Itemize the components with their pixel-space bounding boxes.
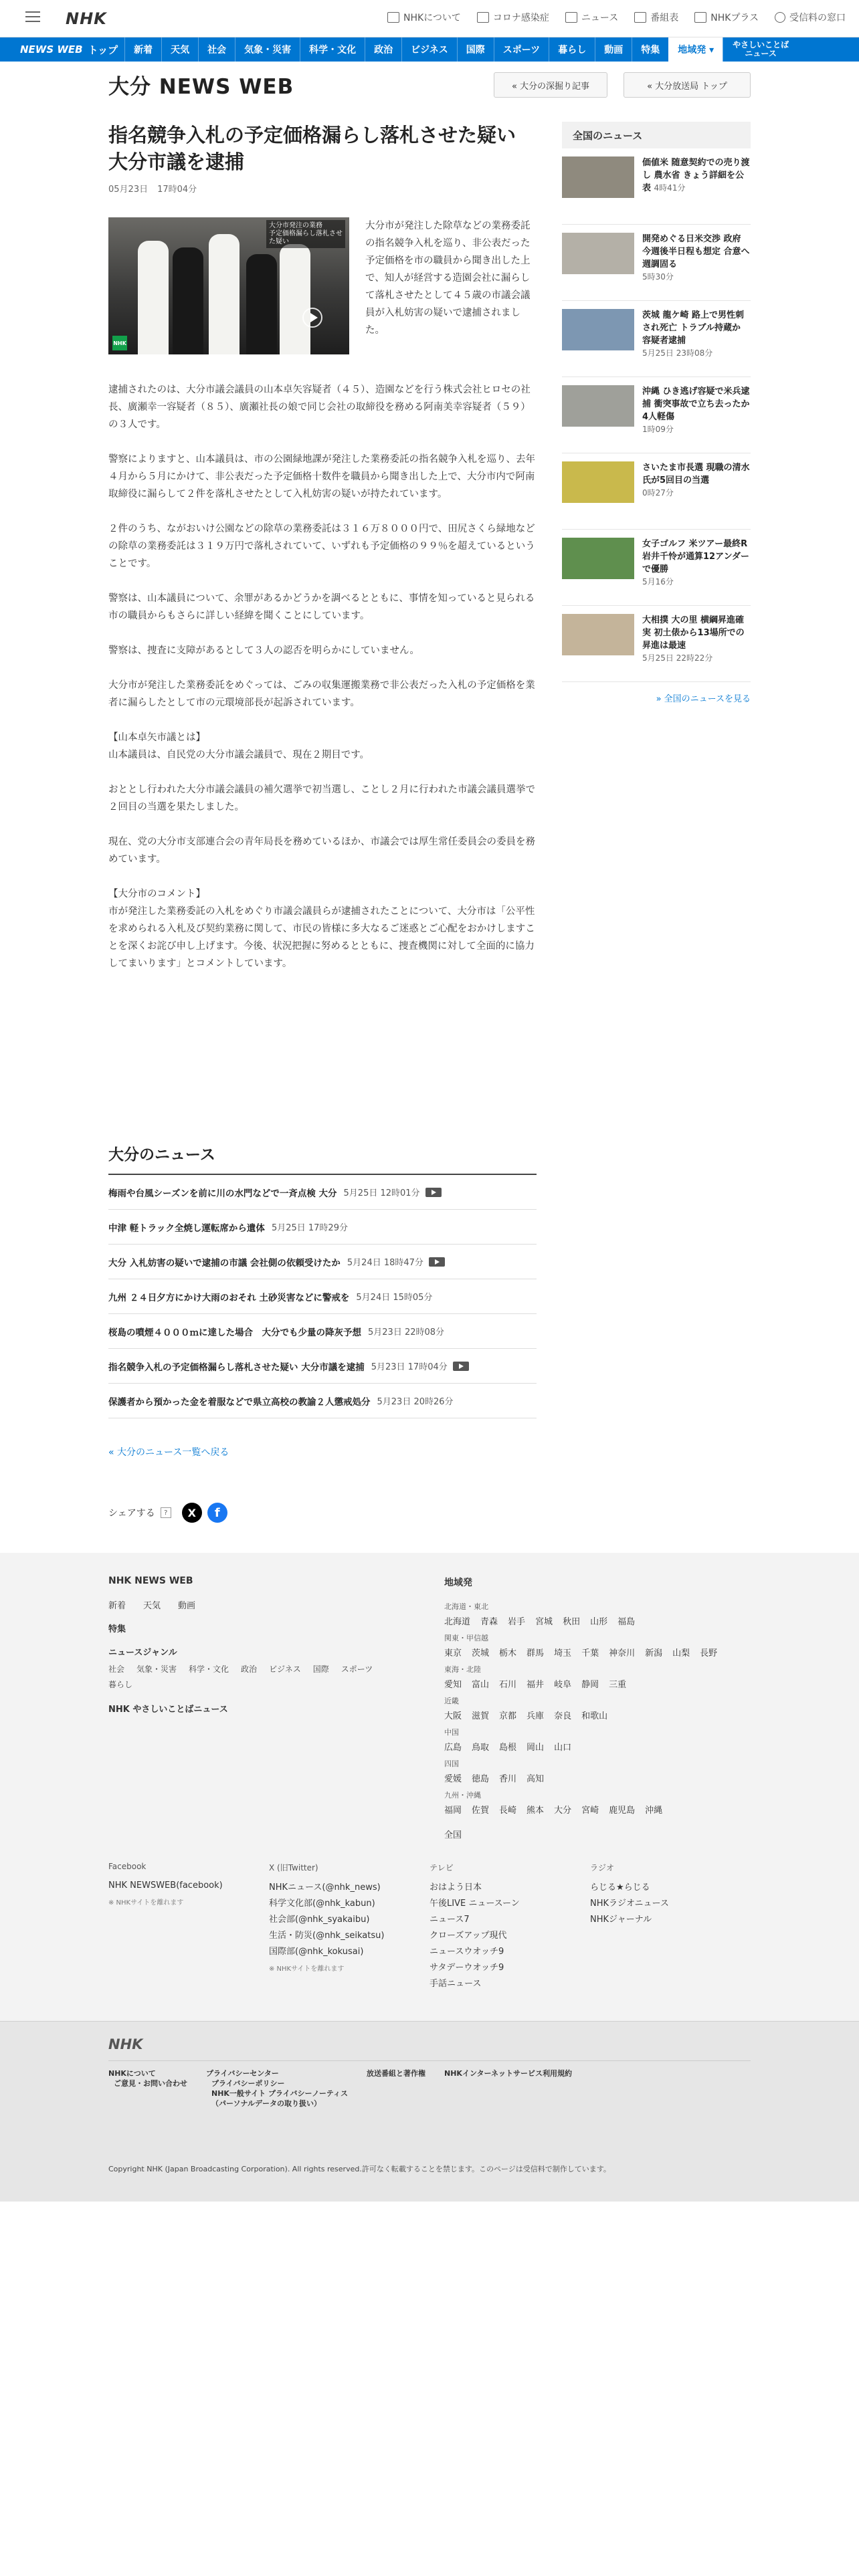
national-news-sidebar: [562, 122, 751, 704]
local-news-item[interactable]: 指名競争入札の予定価格漏らし落札させた疑い 大分市議を逮捕 5月23日 17時04分: [108, 1349, 537, 1384]
local-news-item[interactable]: 梅雨や台風シーズンを前に川の水門などで一斉点検 大分 5月25日 12時01分: [108, 1175, 537, 1210]
info-icon: [387, 12, 399, 23]
utility-link-schedule[interactable]: 番組表: [634, 11, 678, 24]
region-link[interactable]: 北海道: [444, 1617, 471, 1627]
region-link[interactable]: 三重: [609, 1680, 627, 1690]
region-link[interactable]: 奈良: [554, 1711, 572, 1721]
thumb-figure: [173, 247, 203, 354]
national-news-more-link[interactable]: » 全国のニュースを見る: [656, 694, 751, 704]
sidebar-news-title: 女子ゴルフ 米ツアー最終R 岩井千怜が通算12アンダーで優勝: [642, 539, 750, 574]
tv-link[interactable]: おはよう日本: [430, 1883, 482, 1893]
share-bar: [108, 1503, 537, 1523]
utility-link-plus[interactable]: NHKプラス: [694, 11, 759, 24]
tv-link[interactable]: クローズアップ現代: [430, 1931, 507, 1941]
sidebar-news-title: 価値米 随意契約での売り渡し 農水省 きょう詳細を公表: [642, 158, 750, 193]
article-paragraph: 現在、党の大分市支部連合会の青年局長を務めているほか、市議会では厚生常任委員会の委員を務めています。: [108, 837, 535, 865]
region-link[interactable]: 茨城: [472, 1648, 490, 1658]
footer-bottom-link[interactable]: NHKについて: [108, 2069, 156, 2078]
region-link[interactable]: 岡山: [527, 1743, 545, 1753]
footer-bottom-link[interactable]: プライバシーポリシー: [211, 2079, 285, 2088]
local-news-back-link[interactable]: « 大分のニュース一覧へ戻る: [108, 1447, 229, 1458]
station-header: [108, 70, 751, 104]
sidebar-news-title: 大相撲 大の里 横綱昇進確実 初土俵から13場所での昇進は最速: [642, 615, 745, 651]
sidebar-news-date: 1時09分: [642, 425, 674, 434]
region-link[interactable]: 長野: [700, 1648, 718, 1658]
region-link[interactable]: 青森: [480, 1617, 498, 1627]
radio-link[interactable]: らじる★らじる: [590, 1883, 650, 1893]
main-nav: [0, 37, 859, 62]
article-date: 05月23日: [108, 185, 149, 195]
region-link[interactable]: 大分: [554, 1806, 572, 1816]
social-link[interactable]: NHKニュース(@nhk_news): [269, 1883, 381, 1893]
footer-link[interactable]: 天気: [143, 1601, 161, 1611]
social-link[interactable]: 科学文化部(@nhk_kabun): [269, 1899, 375, 1909]
nav-easy-news[interactable]: やさしいことば ニュース: [723, 37, 798, 62]
region-link[interactable]: 兵庫: [527, 1711, 545, 1721]
article-paragraph: ２件のうち、ながおいけ公園などの除草の業務委託は３１６万８０００円で、田尻さくら緑地などの除草の業務委託は３１９万円で落札されていて、いずれも予定価格の９９％を超えているということです。: [108, 524, 535, 569]
thumb-figure: [138, 241, 169, 354]
tv-link[interactable]: ニュースウオッチ9: [430, 1947, 504, 1957]
region-link[interactable]: 岩手: [508, 1617, 526, 1627]
article: [108, 122, 537, 990]
article-body: [108, 381, 537, 972]
local-news-item[interactable]: 中津 軽トラック全焼し運転席から遺体 5月25日 17時29分: [108, 1210, 537, 1245]
nav-item-weather[interactable]: 天気: [161, 37, 198, 62]
footer-news-links: [108, 1576, 396, 1725]
region-link[interactable]: 石川: [499, 1680, 517, 1690]
top-bar: [0, 0, 859, 37]
radio-link[interactable]: NHKラジオニュース: [590, 1899, 669, 1909]
news-thumbnail: [562, 233, 634, 274]
article-paragraph: 警察は、捜査に支障があるとして３人の認否を明らかにしていません。: [108, 645, 419, 656]
news-thumbnail: [562, 309, 634, 350]
footer-bottom-link[interactable]: ご意見・お問い合わせ: [114, 2079, 187, 2088]
region-link[interactable]: 鳥取: [472, 1743, 490, 1753]
nav-item-science[interactable]: 科学・文化: [300, 37, 365, 62]
radio-link[interactable]: NHKジャーナル: [590, 1915, 652, 1925]
nav-brand[interactable]: NEWS WEB トップ: [20, 43, 118, 56]
article-paragraph: おととし行われた大分市議会議員の補欠選挙で初当選し、ことし２月に行われた市議会議員選挙で２回目の当選を果たしました。: [108, 784, 535, 813]
region-link[interactable]: 宮城: [535, 1617, 553, 1627]
station-top-button[interactable]: « 大分放送局 トップ: [624, 72, 751, 98]
region-link-all[interactable]: 全国: [444, 1830, 462, 1840]
footer-link[interactable]: 動画: [178, 1601, 196, 1611]
utility-link-covid[interactable]: コロナ感染症: [477, 11, 549, 24]
region-link[interactable]: 福岡: [444, 1806, 462, 1816]
video-icon: [453, 1362, 469, 1371]
region-link[interactable]: 富山: [472, 1680, 490, 1690]
region-link[interactable]: 秋田: [563, 1617, 581, 1627]
footer-bottom-link[interactable]: プライバシーセンター: [206, 2069, 279, 2078]
fee-icon: [775, 12, 785, 23]
article-meta: [108, 182, 537, 195]
video-icon: [425, 1188, 442, 1197]
region-link[interactable]: 新潟: [645, 1648, 663, 1658]
local-news-item[interactable]: 桜島の噴煙４０００ｍに達した場合 大分でも少量の降灰予想 5月23日 22時08分: [108, 1314, 537, 1349]
sidebar-news-date: 4時41分: [654, 183, 686, 193]
sidebar-news-item[interactable]: [562, 148, 751, 225]
news-thumbnail: [562, 538, 634, 579]
nav-item-video[interactable]: 動画: [595, 37, 632, 62]
footer-bottom-link: （パーソナルデータの取り扱い）: [211, 2099, 322, 2108]
region-link[interactable]: 大阪: [444, 1711, 462, 1721]
article-paragraph: 【山本卓矢市議とは】 山本議員は、自民党の大分市議会議員で、現在２期目です。: [108, 732, 370, 760]
region-link[interactable]: 京都: [499, 1711, 517, 1721]
nav-item-sports[interactable]: スポーツ: [494, 37, 549, 62]
region-link[interactable]: 愛媛: [444, 1774, 462, 1784]
x-share-icon[interactable]: X: [182, 1503, 202, 1523]
footer-region-head: 地域発: [444, 1578, 472, 1588]
region-link[interactable]: 山梨: [672, 1648, 690, 1658]
local-news-item[interactable]: 大分 入札妨害の疑いで逮捕の市議 会社側の依頼受けたか 5月24日 18時47分: [108, 1245, 537, 1279]
footer-nhk-logo[interactable]: NHK: [108, 2036, 143, 2052]
sidebar-news-title: 開発めぐる日米交渉 政府 今週後半日程も想定 合意へ週調固る: [642, 234, 750, 270]
local-news-title: 大分のニュース: [108, 1142, 537, 1175]
nhk-watermark: NHK: [112, 336, 127, 350]
social-link[interactable]: NHK NEWSWEB(facebook): [108, 1881, 223, 1891]
deep-dive-button[interactable]: « 大分の深掘り記事: [494, 72, 607, 98]
region-link[interactable]: 佐賀: [472, 1806, 490, 1816]
schedule-icon: [634, 12, 646, 23]
region-link[interactable]: 香川: [499, 1774, 517, 1784]
thumb-figure: [280, 244, 310, 354]
region-link[interactable]: 神奈川: [609, 1648, 636, 1658]
footer-bottom: [0, 2021, 859, 2202]
article-time: 17時04分: [157, 185, 197, 195]
copyright: Copyright NHK (Japan Broadcasting Corporation). All rights reserved.許可なく転載することを禁じます。このページは受信料で制作しています。: [108, 2165, 611, 2173]
divider: [108, 2060, 751, 2061]
footer-genre-link[interactable]: ビジネス: [269, 1665, 301, 1674]
footer-brand[interactable]: NHK NEWS WEB: [108, 1576, 193, 1586]
region-link[interactable]: 静岡: [581, 1680, 599, 1690]
video-icon: [429, 1257, 445, 1267]
lead-text: 大分市が発注した除草などの業務委託の指名競争入札を巡り、非公表だった予定価格を市の職員から聞き出した上で、知人が経営する造園会社に漏らして落札させたとして４５歳の市議会議員が入札妨害の疑いで逮捕されました。: [365, 221, 531, 336]
thumb-figure: [246, 254, 277, 354]
region-link[interactable]: 島根: [499, 1743, 517, 1753]
region-link[interactable]: 沖縄: [645, 1806, 663, 1816]
nav-item-regional[interactable]: 地域発 ▾: [668, 37, 723, 62]
region-link[interactable]: 徳島: [472, 1774, 490, 1784]
sidebar-news-item[interactable]: [562, 301, 751, 377]
footer-bottom-link[interactable]: NHKインターネットサービス利用規約: [444, 2069, 572, 2078]
footer-genre-head: ニュースジャンル: [108, 1648, 177, 1658]
news-thumbnail: [562, 385, 634, 427]
region-link[interactable]: 山形: [590, 1617, 608, 1627]
virus-icon: [477, 12, 489, 23]
nav-item-new[interactable]: 新着: [124, 37, 161, 62]
footer-genre-link[interactable]: 科学・文化: [189, 1665, 229, 1674]
region-link[interactable]: 愛知: [444, 1680, 462, 1690]
footer-genre-link[interactable]: 暮らし: [108, 1680, 133, 1689]
nav-item-society[interactable]: 社会: [198, 37, 235, 62]
utility-link-fee[interactable]: 受信料の窓口: [775, 11, 846, 24]
region-link[interactable]: 熊本: [527, 1806, 545, 1816]
play-icon[interactable]: [302, 308, 322, 328]
news-thumbnail: [562, 461, 634, 503]
region-link[interactable]: 広島: [444, 1743, 462, 1753]
footer-genre-link[interactable]: 国際: [312, 1665, 329, 1674]
region-link[interactable]: 群馬: [527, 1648, 545, 1658]
play-icon: [694, 12, 706, 23]
nav-item-politics[interactable]: 政治: [365, 37, 401, 62]
local-news-item[interactable]: 九州 ２４日夕方にかけ大雨のおそれ 土砂災害などに警戒を 5月24日 15時05分: [108, 1279, 537, 1314]
news-thumbnail: [562, 614, 634, 655]
social-link[interactable]: 生活・防災(@nhk_seikatsu): [269, 1931, 385, 1941]
article-paragraph: 警察によりますと、山本議員は、市の公園緑地課が発注した業務委託の指名競争入札を巡り、去年４月から５月にかけて、非公表だった予定価格十数件を職員から聞き出した上で、大分市内で阿南取締役に漏らして２件を落札させたとして入札妨害の疑いが持たれています。: [108, 454, 535, 500]
local-news-section: [108, 1142, 537, 1523]
footer-regions: 地域発 北海道・東北 北海道 青森 岩手 宮城 秋田 山形 福島 関東・甲信越 東京 茨城 栃木 群馬 埼玉 千葉 神奈川 新潟 山梨 長野 東海・北陸 愛知 富山 石川 福井 岐阜 静岡 三重 近畿 大阪 滋賀 京都 兵庫 奈良 和歌山 中国 広島 鳥取 島根 岡山 山口 四国 愛媛 徳島 香川 高知 九州・沖縄 福岡 佐賀 長崎 熊本 大分 宮崎 鹿児島 沖縄 全国: [444, 1576, 739, 1840]
region-link[interactable]: 東京: [444, 1648, 462, 1658]
facebook-share-icon[interactable]: f: [207, 1503, 227, 1523]
region-link[interactable]: 滋賀: [472, 1711, 490, 1721]
nav-item-international[interactable]: 国際: [457, 37, 494, 62]
thumb-figure: [209, 234, 240, 354]
region-link[interactable]: 埼玉: [554, 1648, 572, 1658]
footer-easy-link[interactable]: NHK やさしいことばニュース: [108, 1705, 228, 1715]
sidebar-news-title: 沖縄 ひき逃げ容疑で米兵逮捕 衝突事故で立ち去ったか 4人軽傷: [642, 387, 750, 422]
article-paragraph: 逮捕されたのは、大分市議会議員の山本卓矢容疑者（４５）、造園などを行う株式会社ヒロセの社長、廣瀬幸一容疑者（８５）、廣瀬社長の娘で同じ会社の取締役を務める阿南美幸容疑者（５９）の３人です。: [108, 385, 531, 430]
nav-item-business[interactable]: ビジネス: [401, 37, 457, 62]
sidebar-news-date: 5月16分: [642, 577, 674, 586]
sidebar-news-item[interactable]: [562, 377, 751, 453]
footer-bottom-link[interactable]: 放送番組と著作権: [367, 2069, 426, 2078]
nav-item-disaster[interactable]: 気象・災害: [235, 37, 300, 62]
footer-genre-link[interactable]: 社会: [108, 1665, 125, 1674]
footer-bottom-links: [108, 2068, 572, 2109]
article-paragraph: 大分市が発注した業務委託をめぐっては、ごみの収集運搬業務で非公表だった入札の予定価格を業者に漏らしたとして市の元環境部長が起訴されています。: [108, 680, 535, 708]
sidebar-news-date: 5時30分: [642, 272, 674, 282]
utility-link-about[interactable]: NHKについて: [387, 11, 461, 24]
social-link[interactable]: 社会部(@nhk_syakaibu): [269, 1915, 370, 1925]
region-link[interactable]: 高知: [527, 1774, 545, 1784]
article-lead: [108, 217, 537, 361]
footer-link[interactable]: 特集: [108, 1624, 126, 1634]
nhk-logo[interactable]: NHK: [66, 9, 107, 28]
article-paragraph: 警察は、山本議員について、余罪があるかどうかを調べるとともに、事情を知っていると見られる市の職員からもさらに詳しい経緯を聞くことにしています。: [108, 593, 535, 621]
nav-item-feature[interactable]: 特集: [632, 37, 668, 62]
footer-social: Facebook NHK NEWSWEB(facebook) ※ NHKサイトを離れます X (旧Twitter) NHKニュース(@nhk_news) 科学文化部(@nhk_kabun) 社会部(@nhk_syakaibu) 生活・防災(@nhk_seikatsu) 国際部(@nhk_kokusai) ※ NHKサイトを離れます テレビ おはよう日本 午後LIVE ニュースーン ニュース7 クローズアップ現代 ニュースウオッチ9 サタデーウオッチ9 手話ニュース ラジオ らじる★らじる NHKラジオニュース NHKジャーナル: [108, 1862, 751, 1992]
sidebar-news-title: 茨城 龍ケ崎 路上で男性刺され死亡 トラブル持蔵か 容疑者逮捕: [642, 310, 745, 346]
tv-link[interactable]: 手話ニュース: [430, 1979, 482, 1989]
region-link[interactable]: 宮崎: [581, 1806, 599, 1816]
region-link[interactable]: 千葉: [581, 1648, 599, 1658]
utility-link-news[interactable]: ニュース: [565, 11, 618, 24]
footer-genre-link[interactable]: 気象・災害: [136, 1665, 177, 1674]
sidebar-title: 全国のニュース: [562, 122, 751, 148]
footer-genre-link[interactable]: 政治: [241, 1665, 258, 1674]
footer: [0, 1553, 859, 2202]
news-icon: [565, 12, 577, 23]
local-news-item[interactable]: 保護者から預かった金を着服などで県立高校の教諭２人懲戒処分 5月23日 20時26分: [108, 1384, 537, 1418]
sidebar-news-item[interactable]: [562, 225, 751, 301]
article-paragraph: 【大分市のコメント】 市が発注した業務委託の入札をめぐり市議会議員らが逮捕されたことについて、大分市は「公平性を求められる入札及び契約業務に関して、市民の皆様に多大なるご迷惑とご心配をおかけしますことを深くお詫び申し上げます。今後、状況把握に努めるとともに、捜査機関に対して全面的に協力してまいります」とコメントしています。: [108, 889, 535, 969]
region-link[interactable]: 福井: [527, 1680, 545, 1690]
sidebar-news-item[interactable]: [562, 606, 751, 682]
sidebar-news-item[interactable]: [562, 453, 751, 530]
social-link[interactable]: 国際部(@nhk_kokusai): [269, 1947, 364, 1957]
tv-link[interactable]: サタデーウオッチ9: [430, 1963, 504, 1973]
sidebar-news-date: 0時27分: [642, 488, 674, 498]
region-link[interactable]: 岐阜: [554, 1680, 572, 1690]
region-link[interactable]: 山口: [554, 1743, 572, 1753]
region-link[interactable]: 福島: [617, 1617, 636, 1627]
share-label: シェアする: [108, 1508, 155, 1519]
utility-links: [387, 11, 846, 24]
region-link[interactable]: 長崎: [499, 1806, 517, 1816]
region-link[interactable]: 鹿児島: [609, 1806, 636, 1816]
video-player[interactable]: [108, 217, 349, 354]
article-title: 指名競争入札の予定価格漏らし落札させた疑い 大分市議を逮捕: [108, 124, 516, 173]
sidebar-news-item[interactable]: [562, 530, 751, 606]
news-thumbnail: [562, 156, 634, 198]
station-title[interactable]: 大分 NEWS WEB: [108, 75, 294, 99]
tv-link[interactable]: 午後LIVE ニュースーン: [430, 1899, 520, 1909]
menu-icon[interactable]: [25, 9, 40, 24]
region-link[interactable]: 栃木: [499, 1648, 517, 1658]
help-icon[interactable]: ?: [161, 1507, 171, 1518]
nav-item-life[interactable]: 暮らし: [549, 37, 595, 62]
region-link[interactable]: 和歌山: [581, 1711, 608, 1721]
tv-link[interactable]: ニュース7: [430, 1915, 470, 1925]
sidebar-news-date: 5月25日 22時22分: [642, 653, 713, 663]
footer-bottom-link[interactable]: NHK一般サイト プライバシーノーティス: [211, 2089, 349, 2098]
footer-genre-link[interactable]: スポーツ: [341, 1665, 373, 1674]
video-caption: 大分市発注の業務 予定価格漏らし落札させた疑い: [266, 220, 345, 248]
sidebar-news-title: さいたま市長選 現職の清水氏が5回目の当選: [642, 463, 750, 486]
sidebar-news-date: 5月25日 23時08分: [642, 348, 713, 358]
footer-link[interactable]: 新着: [108, 1601, 126, 1611]
